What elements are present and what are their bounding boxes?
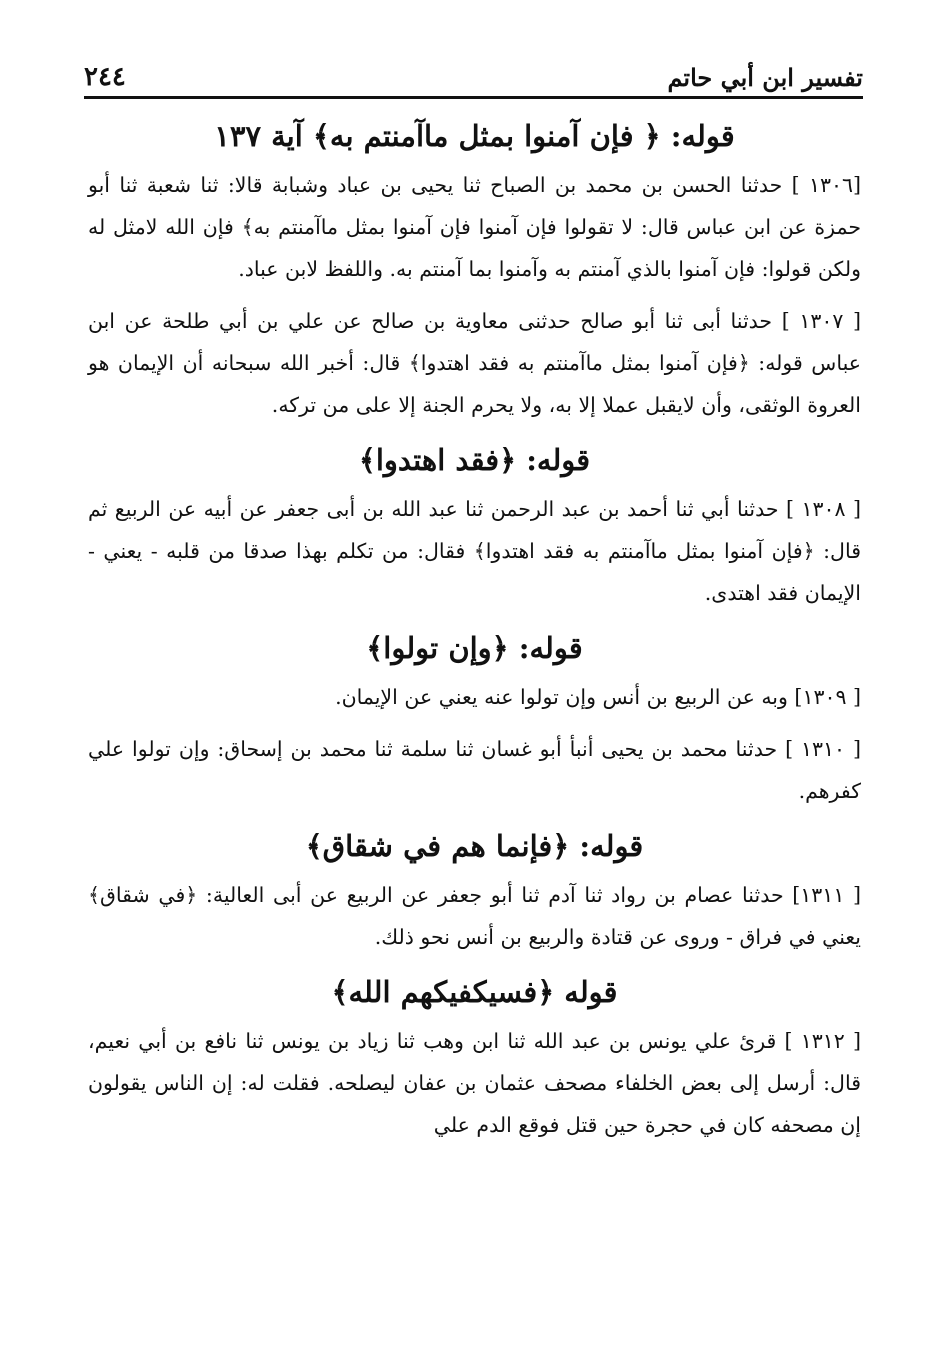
narration-paragraph: [ ١٣١٠ ] حدثنا محمد بن يحيى أنبأ أبو غسان ثنا سلمة ثنا محمد بن إسحاق: وإن تولوا علي كفرهم. (88, 737, 862, 803)
narration-paragraph: [ ١٣٠٩] وبه عن الربيع بن أنس وإن تولوا عنه يعني عن الإيمان. (335, 685, 861, 709)
narration-paragraph: [ ١٣٠٨ ] حدثنا أبي ثنا أحمد بن عبد الرحمن ثنا عبد الله بن أبى جعفر عن أبيه عن الربيع ثم قال: ﴿فإن آمنوا بمثل ماآمنتم به فقد اهتدوا﴾ فقال: من تكلم بهذا صدقا من قلبه - يعني - الإيمان فقد اهتدى. (88, 497, 862, 605)
section-heading: قوله ﴿فسيكفيكهم الله﴾ (331, 975, 618, 1009)
section-heading: قوله: ﴿فقد اهتدوا﴾ (358, 443, 591, 477)
page-body (88, 112, 861, 1156)
page-number: ٢٤٤ (84, 62, 126, 92)
running-title: تفسير ابن أبي حاتم (667, 63, 863, 92)
narration-paragraph: [١٣٠٦ ] حدثنا الحسن بن محمد بن الصباح ثنا يحيى بن عباد وشبابة قالا: ثنا شعبة ثنا أبو حمزة عن ابن عباس قال: لا تقولوا فإن آمنوا فإن آمنوا بمثل ماآمنتم به﴾ فإن الله لامثل له ولكن قولوا: فإن آمنوا بالذي آمنتم به وآمنوا بما آمنتم به. واللفظ لابن عباد. (88, 173, 861, 281)
page-header (84, 52, 863, 99)
section-heading: قوله: ﴿ فإن آمنوا بمثل ماآمنتم به﴾ آية ١٣٧ (214, 119, 735, 153)
narration-paragraph: [ ١٣١٢ ] قرئ علي يونس بن عبد الله ثنا ابن وهب ثنا زياد بن يونس ثنا نافع بن أبي نعيم، قال: أرسل إلى بعض الخلفاء مصحف عثمان بن عفان ليصلحه. فقلت له: إن الناس يقولون إن مصحفه كان في حجرة حين قتل فوقع الدم علي (88, 1029, 862, 1137)
section-heading: قوله: ﴿فإنما هم في شقاق﴾ (305, 829, 644, 863)
narration-paragraph: [ ١٣٠٧ ] حدثنا أبى ثنا أبو صالح حدثنى معاوية بن صالح عن علي بن أبي طلحة عن ابن عباس قوله: ﴿فإن آمنوا بمثل ماآمنتم به فقد اهتدوا﴾ قال: أخبر الله سبحانه أن الإيمان هو العروة الوثقى، وأن لايقبل عملا إلا به، ولا يحرم الجنة إلا على من تركه. (88, 309, 862, 417)
section-heading: قوله: ﴿وإن تولوا﴾ (366, 631, 583, 665)
narration-paragraph: [ ١٣١١] حدثنا عصام بن رواد ثنا آدم ثنا أبو جعفر عن الربيع عن أبى العالية: ﴿في شقاق﴾ يعني في فراق - وروى عن قتادة والربيع بن أنس نحو ذلك. (88, 883, 861, 949)
